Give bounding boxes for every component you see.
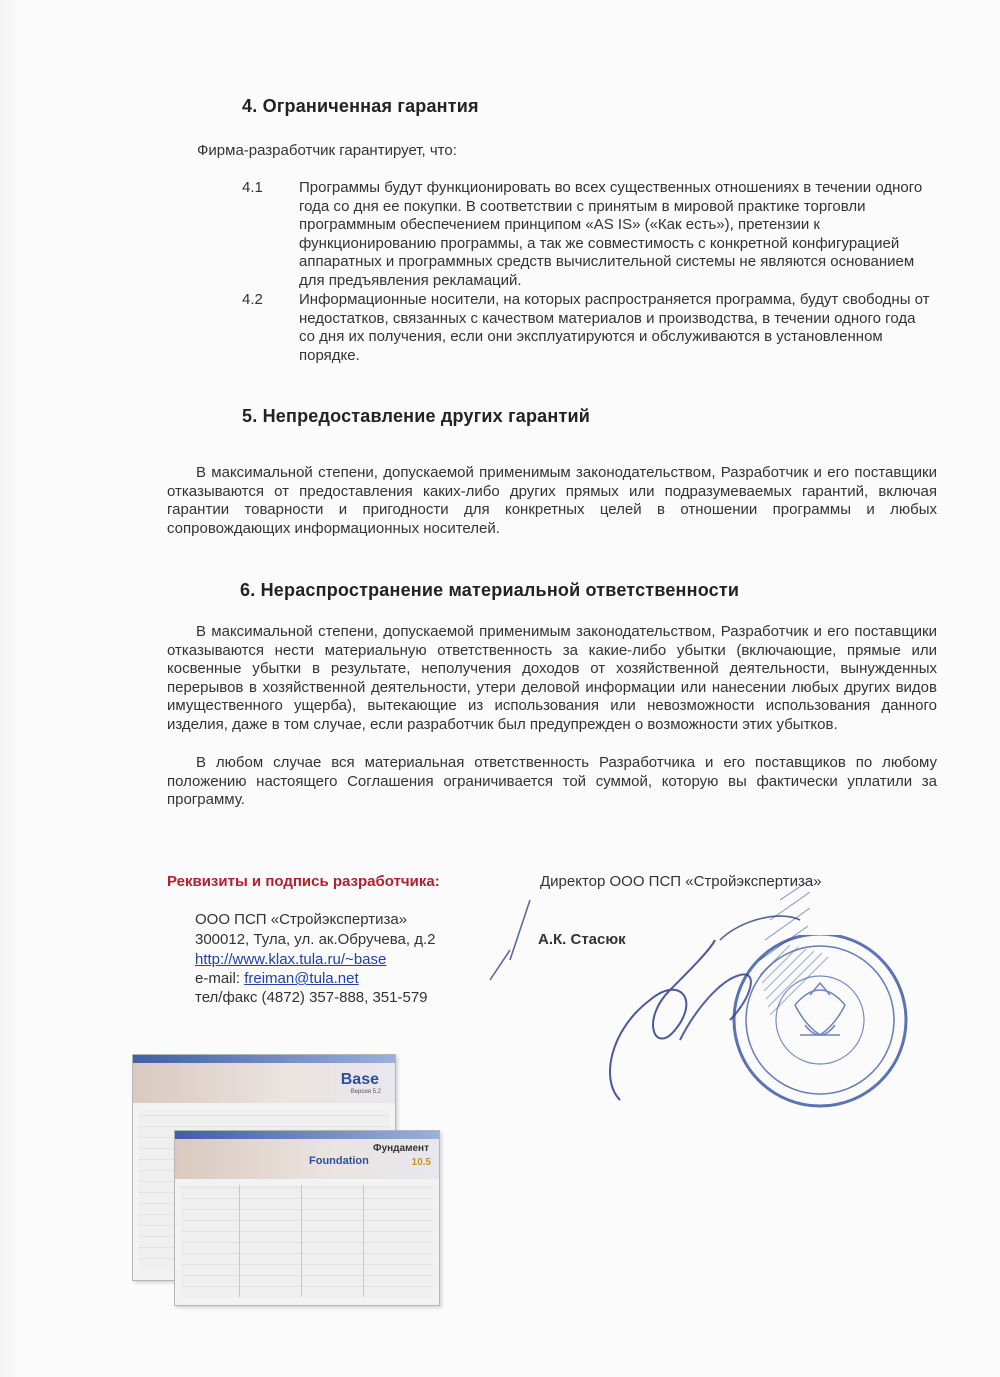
product-version-base: Версия 5.2 [350,1089,381,1095]
column-divider [239,1185,240,1297]
website-link[interactable]: http://www.klax.tula.ru/~base [195,951,387,968]
scan-edge-shadow [0,0,22,1377]
clause-text: Программы будут функционировать во всех существенных отношениях в течении одного года со дня ее покупки. В соответствии с принятым в мировой практике торговли программным обеспечением принципом «AS IS» («Как есть»), претензии к функционированию программы, а так же совместимость с конкретной конфигурацией аппаратных и программных средств вычислительной системы не являются основанием для предъявления рекламаций. [299,179,923,289]
handwritten-signature [480,880,810,1140]
foundation-window [174,1130,440,1306]
section-6-paragraph-2: В любом случае вся материальная ответственность Разработчика и его поставщиков по любому положению настоящего Соглашения ограничивается той суммой, которую вы фактически уплатили за программу. [167,754,937,809]
requisites-title: Реквизиты и подпись разработчика: [167,873,440,890]
section-4-heading: 4. Ограниченная гарантия [242,96,479,116]
company-name: ООО ПСП «Стройэкспертиза» [195,911,408,928]
product-screenshots [130,1050,440,1306]
window-titlebar [175,1131,439,1139]
clause-4-1 [242,179,932,291]
window-titlebar [133,1055,395,1063]
clause-text: Информационные носители, на которых распространяется программа, будут свободны от недостатков, связанных с качеством материалов и производства, в течении одного года со дня их получения, если они эксплуатируются и обслуживаются в установленном порядке. [299,291,930,364]
window-banner [133,1063,395,1103]
section-5-paragraph: В максимальной степени, допускаемой применимым законодательством, Разработчик и его поставщики отказываются от предоставления каких-либо других прямых или подразумеваемых гарантий, включая гарантии товарности и пригодности для конкретных целей в отношении программы и любых сопровождающих информационных носителей. [167,464,937,537]
column-divider [363,1185,364,1297]
company-address: 300012, Тула, ул. ак.Обручева, д.2 [195,931,436,948]
clause-number: 4.2 [242,291,263,308]
window-banner [175,1139,439,1179]
email-label: e-mail: [195,970,245,987]
product-title-foundation: Foundation [309,1155,369,1167]
email-row [195,969,359,989]
phone-fax: тел/факс (4872) 357-888, 351-579 [195,989,428,1006]
clause-4-2 [242,291,932,371]
product-title-base: Base [340,1071,379,1088]
section-6-heading: 6. Нераспространение материальной ответственности [240,580,740,600]
section-6-paragraph-1: В максимальной степени, допускаемой применимым законодательством, Разработчик и его поставщики отказываются нести материальную ответственность за какие-либо убытки (включающие, прямые или косвенные убытки в результате, неполучения доходов от хозяйственной деятельности, вынужденных перерывов в хозяйственной деятельности, утери деловой информации или нанесении любых других видов имущественного ущерба), вытекающие из использования или невозможности использования данного изделия, даже в том случае, если разработчик был предупрежден о возможности этих убытков. [167,623,937,733]
menu-grid [181,1185,433,1297]
director-position: Директор ООО ПСП «Стройэкспертиза» [540,873,822,890]
clause-number: 4.1 [242,179,263,196]
product-title-ru: Фундамент [373,1143,429,1154]
column-divider [301,1185,302,1297]
director-name: А.К. Стасюк [538,931,626,948]
email-link[interactable]: freiman@tula.net [244,970,359,987]
section-4-intro: Фирма-разработчик гарантирует, что: [197,142,457,159]
section-5-heading: 5. Непредоставление других гарантий [242,406,591,426]
website-row [195,950,386,970]
product-version-foundation: 10.5 [411,1157,431,1168]
